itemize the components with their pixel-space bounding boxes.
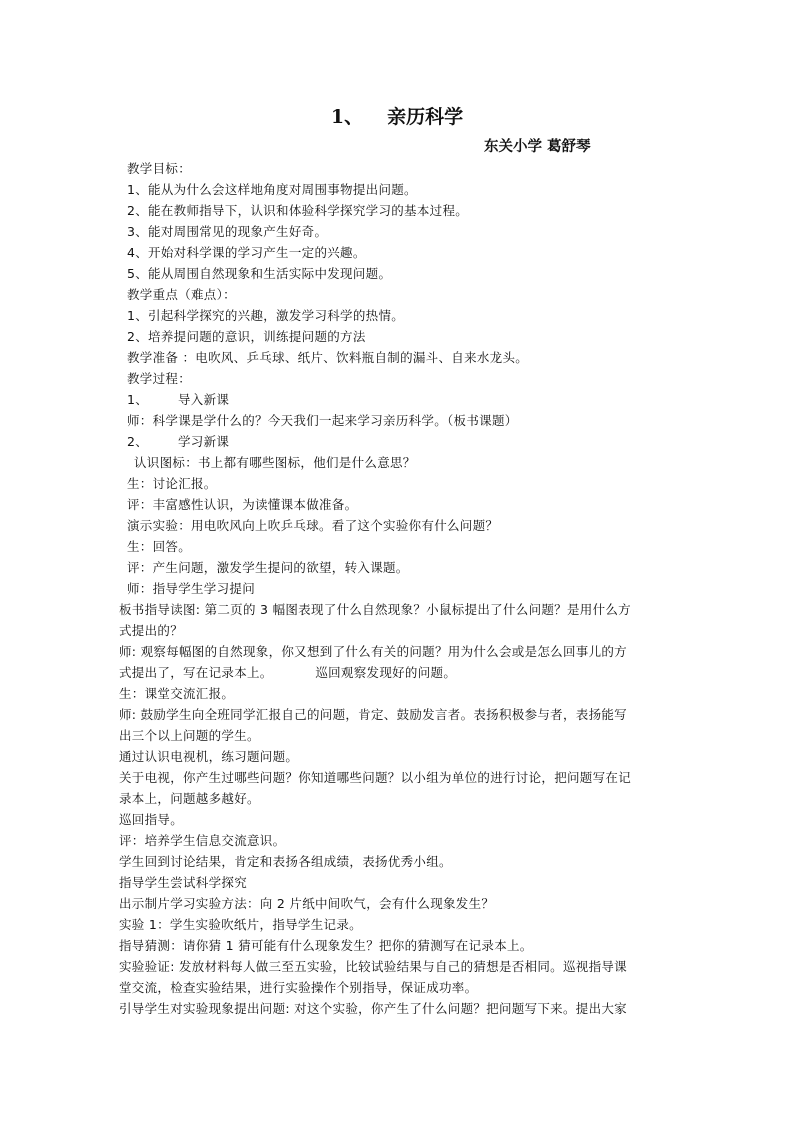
text-line: 2、能在教师指导下，认识和体验科学探究学习的基本过程。 bbox=[127, 203, 469, 218]
text-line: 2、 学习新课 bbox=[127, 434, 230, 449]
text-line: 师: 观察每幅图的自然现象，你又想到了什么有关的问题？用为什么会或是怎么回事儿的方 bbox=[119, 644, 627, 659]
text-line: 3、能对周围常见的现象产生好奇。 bbox=[127, 224, 328, 239]
text-line: 师：科学课是学什么的？今天我们一起来学习亲历科学。（板书课题） bbox=[127, 413, 518, 428]
text-line: 录本上，问题越多越好。 bbox=[119, 791, 260, 806]
text-line: 实验验证: 发放材料每人做三至五实验，比较试验结果与自己的猜想是否相同。巡视指导课 bbox=[119, 959, 627, 974]
text-line: 实验 1：学生实验吹纸片，指导学生记录。 bbox=[119, 917, 362, 932]
text-line: 板书指导读图: 第二页的 3 幅图表现了什么自然现象？小鼠标提出了什么问题？是用什么方 bbox=[119, 602, 631, 617]
text-line: 评：培养学生信息交流意识。 bbox=[119, 833, 286, 848]
text-line: 巡回指导。 bbox=[119, 812, 184, 827]
text-line: 生：回答。 bbox=[127, 539, 192, 554]
text-line: 认识图标：书上都有哪些图标，他们是什么意思？ bbox=[134, 455, 416, 470]
text-line: 引导学生对实验现象提出问题: 对这个实验，你产生了什么问题？把问题写下来。提出大家 bbox=[119, 1001, 627, 1016]
author-line: 东关小学 葛舒琴 bbox=[484, 139, 591, 155]
text-line: 5、能从周围自然现象和生活实际中发现问题。 bbox=[127, 266, 392, 281]
text-line: 评：丰富感性认识，为读懂课本做准备。 bbox=[127, 497, 358, 512]
text-line: 1、 导入新课 bbox=[127, 392, 230, 407]
text-line: 指导猜测：请你猜 1 猜可能有什么现象发生？把你的猜测写在记录本上。 bbox=[119, 938, 533, 953]
text-line: 2、培养提问题的意识，训练提问题的方法 bbox=[127, 329, 366, 344]
text-line: 师：指导学生学习提问 bbox=[127, 581, 256, 596]
text-line: 教学准备 ：电吹风、乒乓球、纸片、饮料瓶自制的漏斗、自来水龙头。 bbox=[127, 350, 529, 365]
document-title bbox=[0, 104, 794, 130]
text-line: 出示制片学习实验方法：向 2 片纸中间吹气，会有什么现象发生？ bbox=[119, 896, 495, 911]
text-line: 教学目标： bbox=[127, 161, 192, 176]
text-line: 评：产生问题，激发学生提问的欲望，转入课题。 bbox=[127, 560, 409, 575]
text-line: 生：讨论汇报。 bbox=[127, 476, 217, 491]
text-line: 1、能从为什么会这样地角度对周围事物提出问题。 bbox=[127, 182, 417, 197]
text-line: 教学过程： bbox=[127, 371, 192, 386]
text-line: 式提出了，写在记录本上。 巡回观察发现好的问题。 bbox=[119, 665, 457, 680]
text-line: 通过认识电视机，练习题问题。 bbox=[119, 749, 299, 764]
text-line: 学生回到讨论结果，肯定和表扬各组成绩，表扬优秀小组。 bbox=[119, 854, 452, 869]
text-line: 式提出的？ bbox=[119, 623, 184, 638]
text-line: 关于电视，你产生过哪些问题？你知道哪些问题？以小组为单位的进行讨论，把问题写在记 bbox=[119, 770, 632, 785]
text-line: 教学重点（难点）： bbox=[127, 287, 236, 302]
text-line: 堂交流，检查实验结果，进行实验操作个别指导，保证成功率。 bbox=[119, 980, 478, 995]
text-line: 师: 鼓励学生向全班同学汇报自己的问题，肯定、鼓励发言者。表扬积极参与者，表扬能写 bbox=[119, 707, 627, 722]
text-line: 演示实验：用电吹风向上吹乒乓球。看了这个实验你有什么问题？ bbox=[127, 518, 499, 533]
title-text: 亲历科学 bbox=[387, 106, 464, 128]
title-number: 1、 bbox=[330, 106, 364, 128]
text-line: 生：课堂交流汇报。 bbox=[119, 686, 235, 701]
text-line: 指导学生尝试科学探究 bbox=[119, 875, 248, 890]
text-line: 出三个以上问题的学生。 bbox=[119, 728, 260, 743]
text-line: 4、开始对科学课的学习产生一定的兴趣。 bbox=[127, 245, 366, 260]
text-line: 1、引起科学探究的兴趣，激发学习科学的热情。 bbox=[127, 308, 405, 323]
